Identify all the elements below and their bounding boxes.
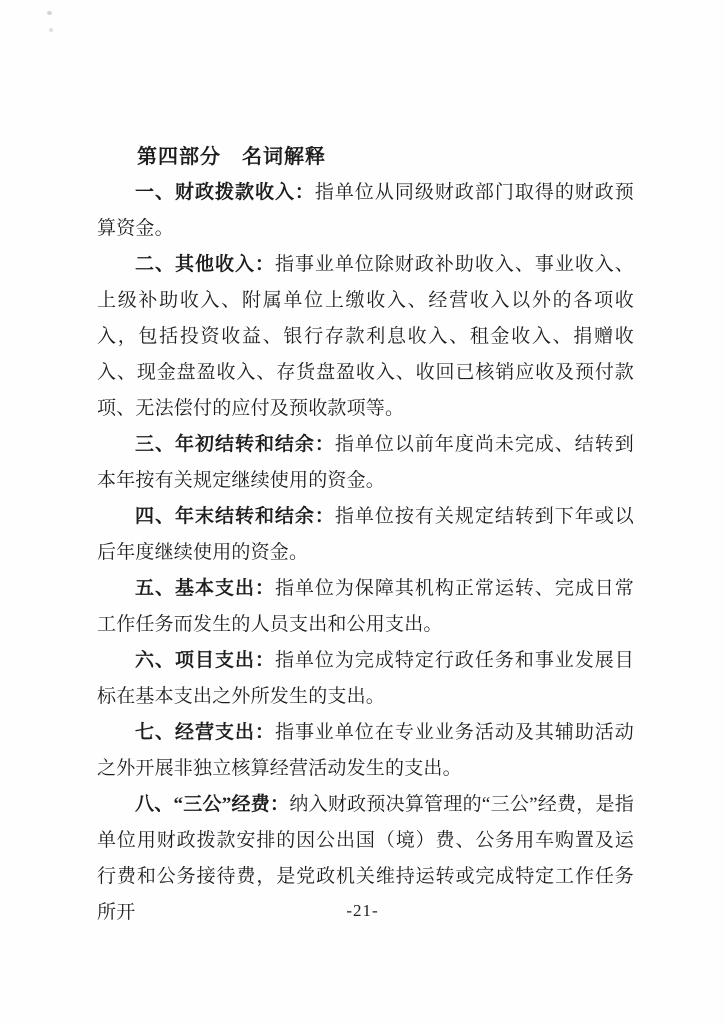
term-definition: 指单位从同级财政部门取得的财政预算资金。 [97, 182, 634, 239]
term-definition: 指事业单位除财政补助收入、事业收入、上级补助收入、附属单位上缴收入、经营收入以外的各项收入，包括投资收益、银行存款利息收入、租金收入、捐赠收入、现金盘盈收入、存货盘盈收入、收回已核销应收及预付款项、无法偿付的应付及预收款项等。 [97, 254, 635, 419]
term-label: 四、年末结转和结余： [135, 506, 335, 527]
term-label: 六、项目支出： [135, 650, 275, 671]
term-definition: 指单位按有关规定结转到下年或以后年度继续使用的资金。 [97, 506, 634, 563]
term-paragraph [97, 427, 634, 499]
scan-artifact-speck [49, 28, 53, 32]
term-label: 一、财政拨款收入： [135, 182, 315, 203]
term-definition: 纳入财政预决算管理的“三公”经费，是指单位用财政拨款安排的因公出国（境）费、公务用车购置及运行费和公务接待费，是党政机关维持运转或完成特定工作任务所开 [97, 794, 634, 923]
term-definition: 指事业单位在专业业务活动及其辅助活动之外开展非独立核算经营活动发生的支出。 [97, 722, 635, 779]
term-paragraph [97, 643, 634, 715]
term-label: 三、年初结转和结余： [135, 434, 335, 455]
term-definition: 指单位为保障其机构正常运转、完成日常工作任务而发生的人员支出和公用支出。 [97, 578, 635, 635]
scan-artifact-speck [47, 11, 52, 15]
term-paragraph [97, 499, 634, 571]
term-definition: 指单位以前年度尚未完成、结转到本年按有关规定继续使用的资金。 [97, 434, 634, 491]
term-paragraph [97, 715, 634, 787]
term-definition: 指单位为完成特定行政任务和事业发展目标在基本支出之外所发生的支出。 [97, 650, 635, 707]
term-label: 八、“三公”经费： [135, 794, 290, 815]
document-body [97, 139, 634, 931]
term-paragraph [97, 175, 634, 247]
term-label: 五、基本支出： [135, 578, 275, 599]
section-heading: 第四部分 名词解释 [137, 146, 326, 168]
term-paragraph [97, 247, 634, 427]
term-paragraph [97, 571, 634, 643]
page-number: -21- [346, 901, 379, 920]
term-label: 七、经营支出： [135, 722, 275, 743]
term-label: 二、其他收入： [135, 254, 275, 275]
